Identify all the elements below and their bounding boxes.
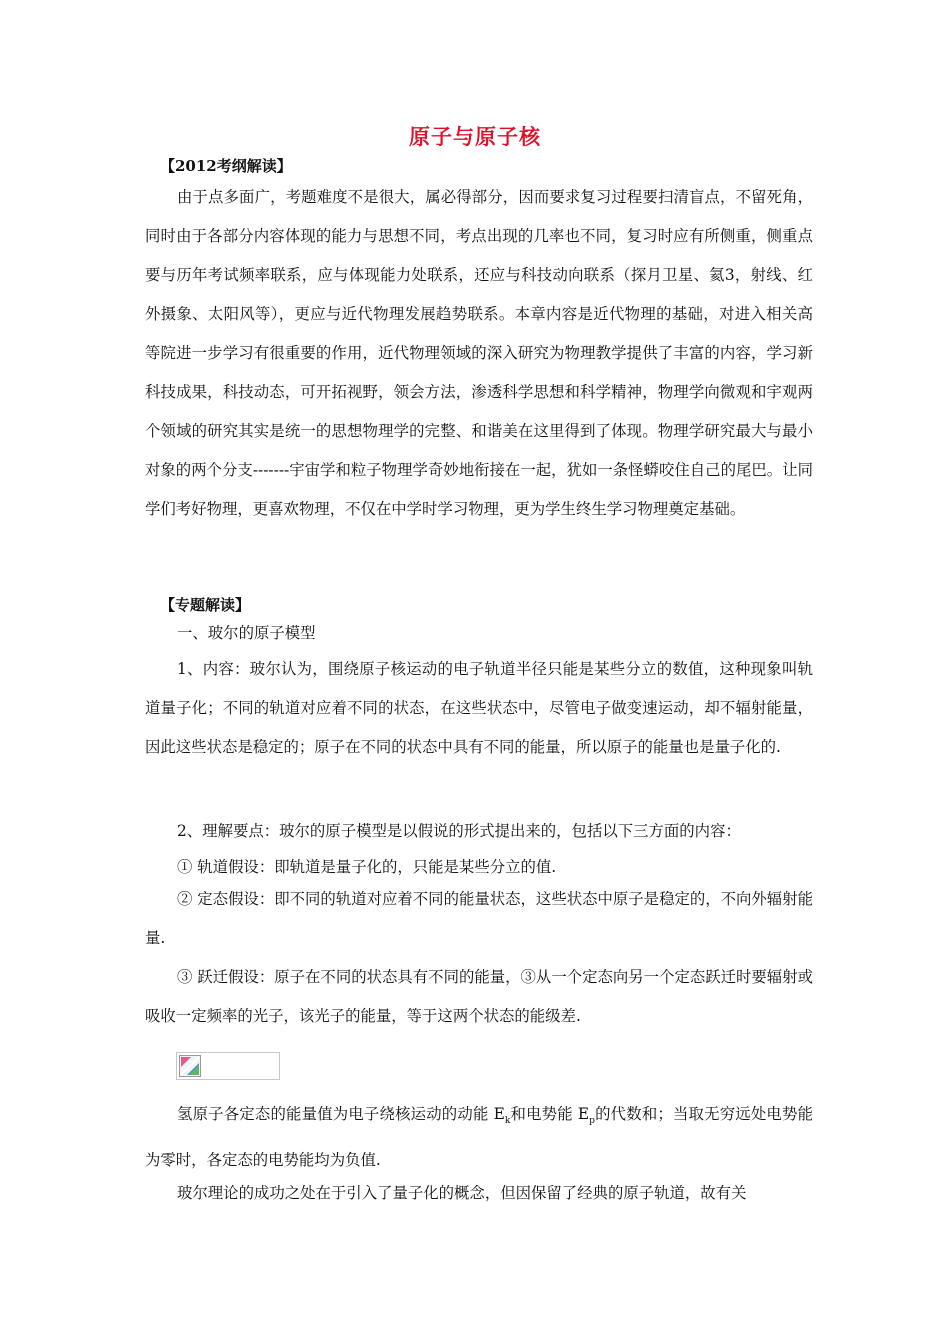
paragraph-key-points: 2、理解要点：玻尔的原子模型是以假说的形式提出来的，包括以下三方面的内容：: [177, 822, 741, 840]
subheading-bohr-model: 一、玻尔的原子模型: [177, 624, 316, 642]
hydrogen-text-c: 的代数和；当取无穷远处电势能为零时，各定态的电势能均为负值.: [145, 1105, 813, 1170]
paragraph-content: 1、内容：玻尔认为，围绕原子核运动的电子轨道半径只能是某些分立的数值，这种现象叫轨道量子化；不同的轨道对应着不同的状态，在这些状态中，尽管电子做变速运动，却不辐射能量，因此这些状态是稳定的；原子在不同的状态中具有不同的能量，所以原子的能量也是量子化的.: [145, 660, 813, 756]
hydrogen-text-b: 和电势能 E: [510, 1105, 590, 1123]
syllabus-paragraph: 由于点多面广，考题难度不是很大，属必得部分，因而要求复习过程要扫清盲点，不留死角，同时由于各部分内容体现的能力与思想不同，考点出现的几率也不同，复习时应有所侧重，侧重点要与历年考试频率联系，应与体现能力处联系，还应与科技动向联系（探月卫星、氦3，射线、红外摄象、太阳风等），更应与近代物理发展趋势联系。本章内容是近代物理的基础，对进入相关高等院进一步学习有很重要的作用，近代物理领域的深入研究为物理教学提供了丰富的内容，学习新科技成果，科技动态，可开拓视野，领会方法，渗透科学思想和科学精神，物理学向微观和宇观两个领域的研究其实是统一的思想物理学的完整、和谐美在这里得到了体现。物理学研究最大与最小对象的两个分支-------宇宙学和粒子物理学奇妙地衔接在一起，犹如一条怪蟒咬住自己的尾巴。让同学们考好物理，更喜欢物理，不仅在中学时学习物理，更为学生终生学习物理奠定基础。: [145, 188, 813, 518]
paragraph-stationary-hypothesis: ② 定态假设：即不同的轨道对应着不同的能量状态，这些状态中原子是稳定的，不向外辐射能量.: [145, 890, 813, 947]
section-heading-syllabus: 【2012考纲解读】: [160, 157, 292, 175]
embedded-image-placeholder: [176, 1052, 280, 1080]
section-heading-topic: 【专题解读】: [160, 596, 251, 614]
hydrogen-text-a: 氢原子各定态的能量值为电子绕核运动的动能 E: [177, 1105, 505, 1123]
paragraph-hydrogen-energy: [145, 1095, 813, 1180]
potential-subscript: p: [589, 1116, 595, 1127]
paragraph-orbit-hypothesis: ① 轨道假设：即轨道是量子化的，只能是某些分立的值.: [177, 858, 557, 876]
kinetic-subscript: k: [504, 1116, 511, 1127]
page-title: 原子与原子核: [409, 124, 541, 149]
paragraph-transition-hypothesis: ③ 跃迁假设：原子在不同的状态具有不同的能量，③从一个定态向另一个定态跃迁时要辐射或吸收一定频率的光子，该光子的能量，等于这两个状态的能级差.: [145, 968, 813, 1025]
broken-image-icon: [179, 1055, 201, 1077]
paragraph-bohr-success: 玻尔理论的成功之处在于引入了量子化的概念，但因保留了经典的原子轨道，故有关: [177, 1184, 747, 1202]
